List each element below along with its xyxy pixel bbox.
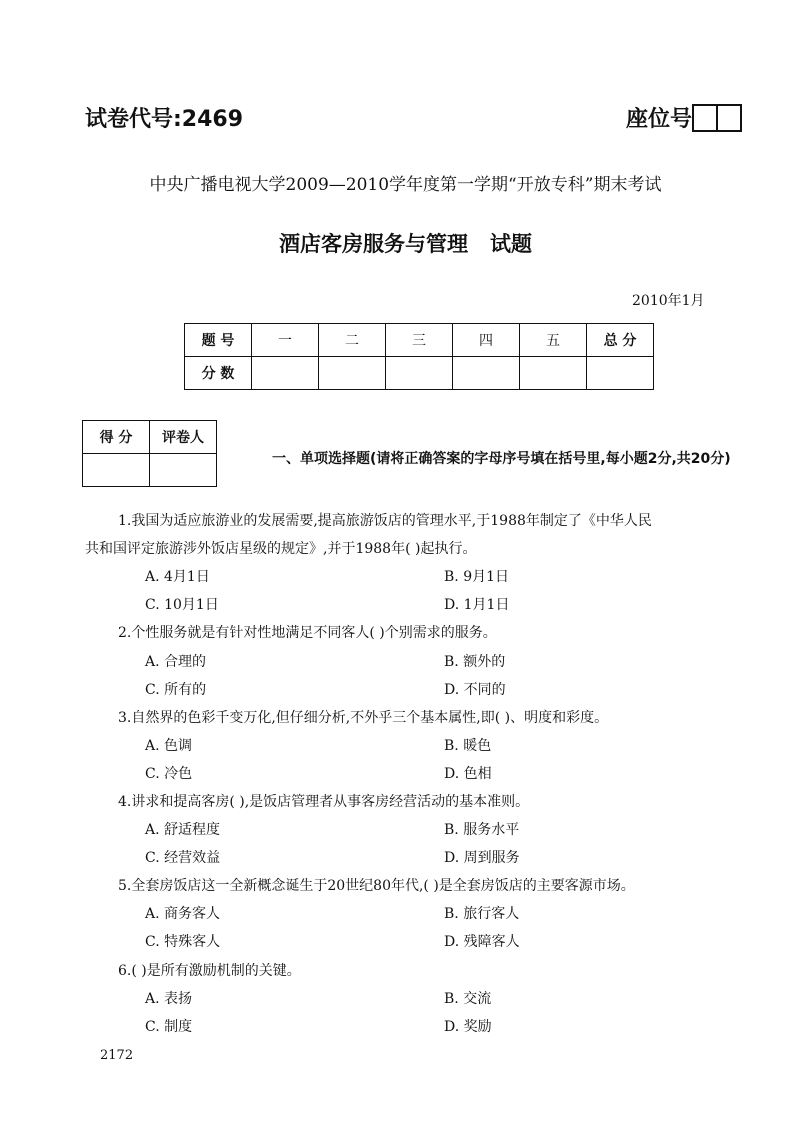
question-1-option-b: B. 9月1日: [444, 569, 510, 585]
score-header-cell: 二: [319, 324, 386, 357]
grader-name-cell: [150, 454, 217, 487]
question-2-option-b: B. 额外的: [444, 654, 506, 670]
question-6-option-c: C. 制度: [145, 1019, 193, 1035]
grader-table: [82, 420, 217, 487]
question-6-line-1: 6.( )是所有激励机制的关键。: [118, 963, 301, 979]
seat-label: 座位号: [626, 107, 693, 132]
score-row-label: 分 数: [185, 357, 252, 390]
question-3-option-b: B. 暖色: [444, 738, 492, 754]
question-1-option-c: C. 10月1日: [145, 597, 219, 613]
question-6-option-a: A. 表扬: [145, 991, 193, 1007]
seat-boxes: [694, 104, 742, 132]
score-header-cell: 一: [252, 324, 319, 357]
question-5-line-1: 5.全套房饭店这一全新概念诞生于20世纪80年代,( )是全套房饭店的主要客源市场。: [118, 878, 635, 894]
exam-header-line: 中央广播电视大学2009—2010学年度第一学期“开放专科”期末考试: [149, 175, 662, 195]
question-6-option-b: B. 交流: [444, 991, 492, 1007]
score-cell: [252, 357, 319, 390]
grader-score-label: 得 分: [83, 421, 150, 454]
exam-title: 酒店客房服务与管理 试题: [279, 232, 532, 256]
section-title: 一、单项选择题(请将正确答案的字母序号填在括号里,每小题2分,共20分): [272, 451, 731, 467]
question-3-line-1: 3.自然界的色彩千变万化,但仔细分析,不外乎三个基本属性,即( )、明度和彩度。: [118, 710, 609, 726]
question-3-option-c: C. 冷色: [145, 766, 193, 782]
question-1-option-d: D. 1月1日: [444, 597, 510, 613]
question-5-option-b: B. 旅行客人: [444, 906, 520, 922]
score-header-cell: 五: [520, 324, 587, 357]
score-cell: [520, 357, 587, 390]
question-1-option-a: A. 4月1日: [145, 569, 210, 585]
question-5-option-a: A. 商务客人: [145, 906, 221, 922]
seat-number: [626, 102, 742, 133]
question-3-option-d: D. 色相: [444, 766, 492, 782]
question-1-line-1: 1.我国为适应旅游业的发展需要,提高旅游饭店的管理水平,于1988年制定了《中华人民: [118, 513, 652, 529]
grader-header-row: [83, 421, 217, 454]
seat-box: [716, 104, 742, 132]
question-3-option-a: A. 色调: [145, 738, 193, 754]
question-4-option-c: C. 经营效益: [145, 850, 221, 866]
question-2-option-c: C. 所有的: [145, 682, 207, 698]
question-6-option-d: D. 奖励: [444, 1019, 492, 1035]
question-2-option-a: A. 合理的: [145, 654, 207, 670]
question-5-option-d: D. 残障客人: [444, 934, 520, 950]
score-table: [184, 323, 654, 390]
score-table-header-row: [185, 324, 654, 357]
exam-code: 试卷代号:2469: [85, 107, 244, 132]
grader-score-cell: [83, 454, 150, 487]
question-1-line-2: 共和国评定旅游涉外饭店星级的规定》,并于1988年( )起执行。: [85, 541, 477, 557]
exam-date: 2010年1月: [632, 293, 705, 309]
score-table-score-row: [185, 357, 654, 390]
question-4-option-a: A. 舒适程度: [145, 822, 221, 838]
question-4-option-b: B. 服务水平: [444, 822, 520, 838]
score-header-cell: 四: [453, 324, 520, 357]
seat-box: [692, 104, 718, 132]
question-4-option-d: D. 周到服务: [444, 850, 520, 866]
score-cell: [386, 357, 453, 390]
question-2-line-1: 2.个性服务就是有针对性地满足不同客人( )个别需求的服务。: [118, 625, 497, 641]
score-header-cell: 总 分: [587, 324, 654, 357]
question-4-line-1: 4.讲求和提高客房( ),是饭店管理者从事客房经营活动的基本准则。: [118, 794, 530, 810]
question-5-option-c: C. 特殊客人: [145, 934, 221, 950]
score-cell: [453, 357, 520, 390]
grader-name-label: 评卷人: [150, 421, 217, 454]
score-header-cell: 三: [386, 324, 453, 357]
question-2-option-d: D. 不同的: [444, 682, 506, 698]
page-number: 2172: [100, 1048, 134, 1063]
score-cell: [587, 357, 654, 390]
score-header-cell: 题 号: [185, 324, 252, 357]
grader-blank-row: [83, 454, 217, 487]
score-cell: [319, 357, 386, 390]
